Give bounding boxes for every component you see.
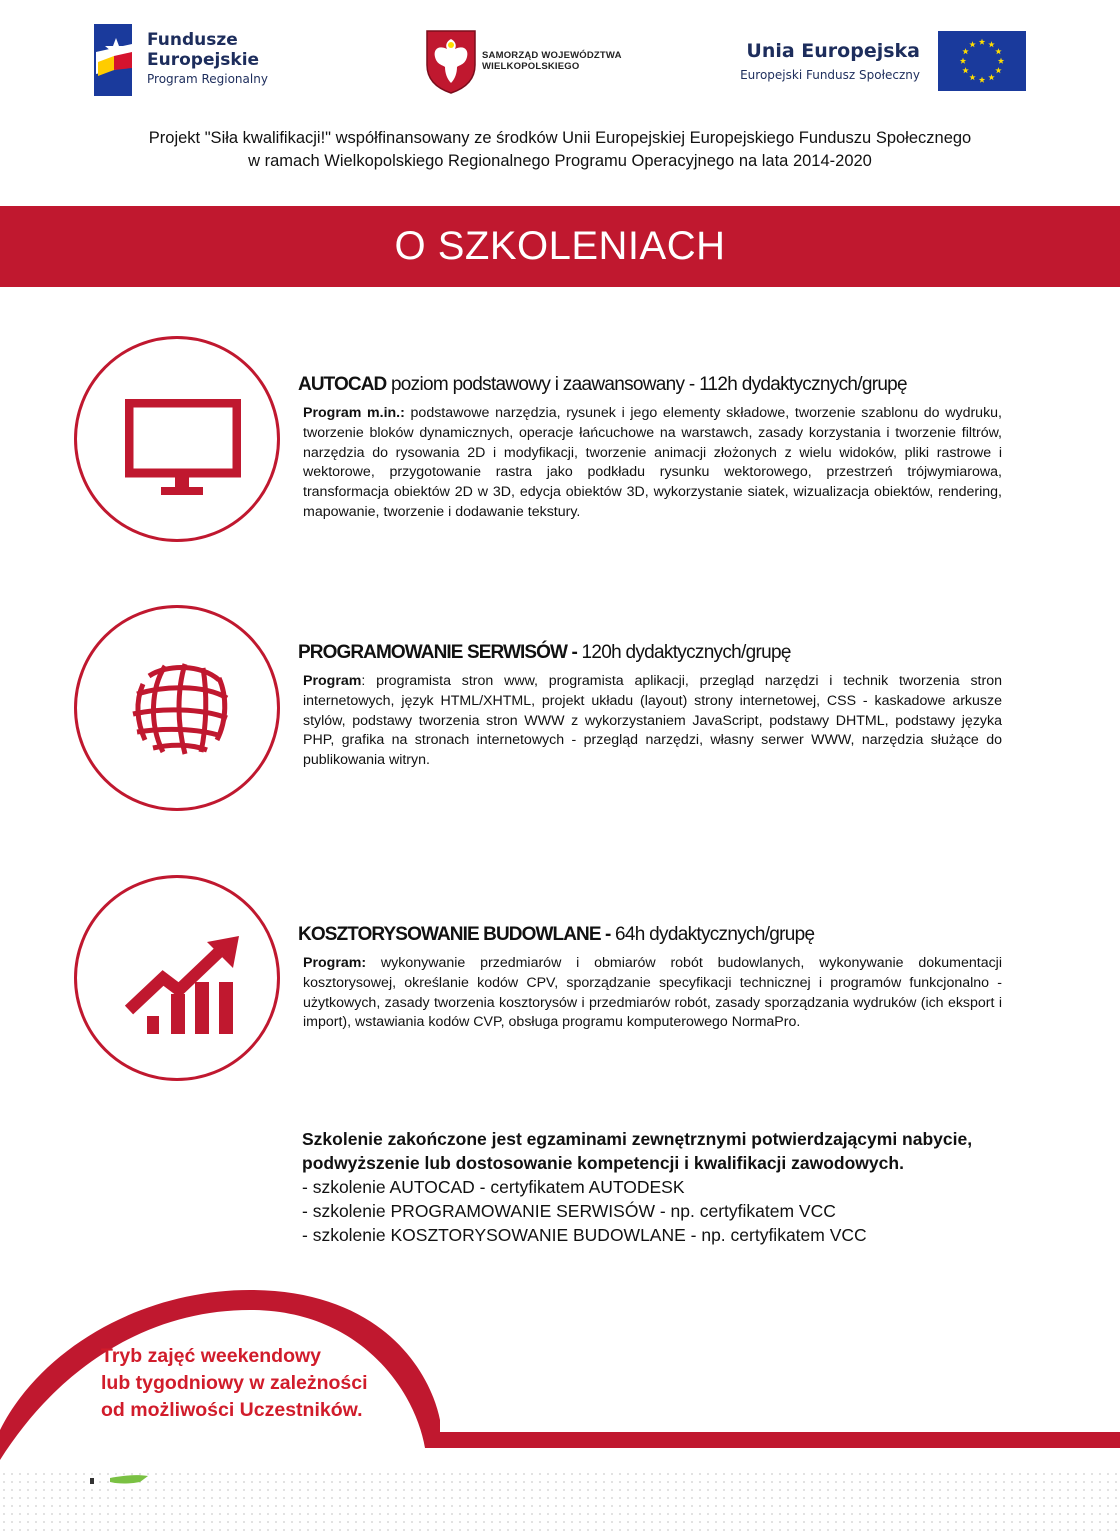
summary-item: - szkolenie AUTOCAD - certyfikatem AUTODESK bbox=[302, 1177, 685, 1197]
course-kosztorysowanie bbox=[298, 924, 1002, 1033]
summary-lead-1: Szkolenie zakończone jest egzaminami zewnętrznymi potwierdzającymi nabycie, bbox=[302, 1129, 973, 1149]
samorzad-line1: SAMORZĄD WOJEWÓDZTWA bbox=[482, 50, 622, 61]
course-description bbox=[303, 404, 1002, 523]
course-title-bold: KOSZTORYSOWANIE BUDOWLANE - bbox=[298, 924, 611, 945]
samorzad-line2: WIELKOPOLSKIEGO bbox=[482, 61, 580, 72]
project-line-1: Projekt "Siła kwalifikacji!" współfinansowany ze środków Unii Europejskiej Europejskiego Funduszu Społecznego bbox=[148, 129, 972, 147]
summary-lead-2: podwyższenie lub dostosowanie kompetencji i kwalifikacji zawodowych. bbox=[302, 1153, 904, 1173]
growth-chart-icon bbox=[125, 932, 241, 1036]
section-banner bbox=[0, 206, 1120, 287]
course-icon-circle-kosztorysowanie bbox=[74, 875, 280, 1081]
course-title-rest: poziom podstawowy i zaawansowany - 112h dydaktycznych/grupę bbox=[386, 374, 907, 395]
samorzad-coat-of-arms-icon bbox=[425, 29, 477, 95]
mode-line-1: Tryb zajęć weekendowy bbox=[101, 1345, 322, 1367]
project-line-2: w ramach Wielkopolskiego Regionalnego Programu Operacyjnego na lata 2014-2020 bbox=[248, 152, 872, 170]
course-title bbox=[298, 374, 1002, 396]
summary-item: - szkolenie KOSZTORYSOWANIE BUDOWLANE - np. certyfikatem VCC bbox=[302, 1225, 867, 1245]
certification-summary bbox=[302, 1127, 1022, 1247]
course-desc-label: Program: bbox=[303, 955, 367, 971]
samorzad-text bbox=[482, 50, 622, 72]
course-autocad bbox=[298, 374, 1002, 523]
course-description bbox=[303, 672, 1002, 771]
globe-icon bbox=[127, 662, 231, 756]
course-title-bold: PROGRAMOWANIE SERWISÓW - bbox=[298, 642, 577, 663]
course-title-rest: 120h dydaktycznych/grupę bbox=[576, 642, 791, 663]
course-title bbox=[298, 924, 1002, 946]
course-desc-text: : programista stron www, programista aplikacji, przegląd narzędzi i technik tworzenia stron internetowych, język HTML/XHTML, projekt układu (layout) strony internetowej, CSS - kaskadowe arkusze stylów, podstawy tworzenia stron WWW z wykorzystaniem JavaScript, podstawy DHTML, podstawy języka PHP, grafika na stronach internetowych - przegląd narzędzi, własny serwer WWW, narzędzia służące do publikowania witryn. bbox=[303, 673, 1002, 769]
fe-subtitle: Program Regionalny bbox=[147, 72, 268, 86]
eu-text bbox=[740, 40, 920, 82]
course-icon-circle-autocad bbox=[74, 336, 280, 542]
eu-subtitle: Europejski Fundusz Społeczny bbox=[740, 68, 920, 82]
mode-line-3: od możliwości Uczestników. bbox=[101, 1399, 363, 1421]
course-desc-text: podstawowe narzędzia, rysunek i jego elementy składowe, tworzenie szablonu do wydruku, tworzenie bloków dynamicznych, operacje łańcuchowe na warstawch, zasady korzystania i tworzenie filtrów, narzędzia do rysowania 2D i modyfikacji, tworzenie animacji złożonych z wielu widoków, pliki rastrowe i wektorowe, przygotowanie rastra jako podkładu rysunku wektorowego, przestrzeń trójwymiarowa, transformacja obiektów 2D w 3D, edycja obiektów 3D, wykorzystanie siatek, wizualizacja obiektów, rendering, mapowanie, tworzenie i dodawanie tekstury. bbox=[303, 405, 1002, 520]
summary-item: - szkolenie PROGRAMOWANIE SERWISÓW - np. certyfikatem VCC bbox=[302, 1201, 836, 1221]
course-programowanie bbox=[298, 642, 1002, 771]
banner-title: O SZKOLENIACH bbox=[394, 224, 726, 268]
fe-title-line2: Europejskie bbox=[147, 50, 260, 70]
course-desc-text: wykonywanie przedmiarów i obmiarów robót budowlanych, wykonywanie dokumentacji kosztorysowej, określanie kodów CPV, sporządzanie specyfikacji technicznej i programów funkcjonalno - użytkowych, zasady tworzenia kosztorysów i przedmiarów robót, zasady sporządzania wydruków (ich eksport i import), wstawiania kodów CVP, obsługa programu komputerowego NormaPro. bbox=[303, 955, 1002, 1031]
eu-title: Unia Europejska bbox=[746, 40, 920, 62]
course-icon-circle-programowanie bbox=[74, 605, 280, 811]
schedule-mode-note bbox=[101, 1343, 368, 1424]
course-desc-label: Program bbox=[303, 673, 362, 689]
fundusze-europejskie-text bbox=[147, 30, 268, 86]
course-title-rest: 64h dydaktycznych/grupę bbox=[610, 924, 815, 945]
course-desc-label: Program m.in.: bbox=[303, 405, 405, 421]
fe-title-line1: Fundusze bbox=[147, 30, 238, 50]
course-title bbox=[298, 642, 1002, 664]
course-title-bold: AUTOCAD bbox=[298, 374, 387, 395]
course-description bbox=[303, 954, 1002, 1033]
mode-line-2: lub tygodniowy w zależności bbox=[101, 1372, 368, 1394]
monitor-icon bbox=[125, 399, 241, 499]
eu-flag-icon bbox=[938, 31, 1026, 91]
